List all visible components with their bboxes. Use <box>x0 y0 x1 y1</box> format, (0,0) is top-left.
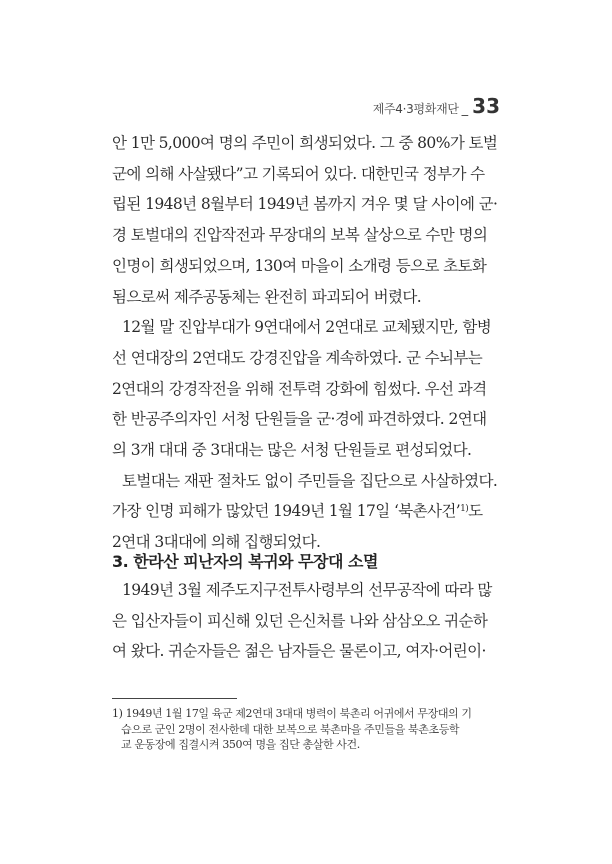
body-line: 안 1만 5,000여 명의 주민이 희생되었다. 그 중 80%가 토벌 <box>112 134 498 152</box>
footnote-reference[interactable]: 1) <box>460 504 469 515</box>
section-line: 1949년 3월 제주도지구전투사령부의 선무공작에 따라 많 <box>122 581 492 599</box>
body-text <box>112 128 504 558</box>
section-body <box>112 575 504 667</box>
body-line: 됨으로써 제주공동체는 완전히 파괴되어 버렸다. <box>112 287 422 306</box>
body-line: 2연대 3대대에 의해 집행되었다. <box>112 533 321 552</box>
footnote-line: 교 운동장에 집결시켜 350여 명을 집단 총살한 사건. <box>121 738 360 751</box>
running-head <box>373 94 500 118</box>
body-line: 12월 말 진압부대가 9연대에서 2연대로 교체됐지만, 함병 <box>122 318 492 337</box>
body-line: 선 연대장의 2연대도 강경진압을 계속하였다. 군 수뇌부는 <box>112 348 483 367</box>
body-line-text: 가장 인명 피해가 많았던 1949년 1월 17일 ‘북촌사건’ <box>112 502 461 521</box>
running-head-separator: _ <box>461 102 469 117</box>
footnote-line: 1) 1949년 1월 17일 육군 제2연대 3대대 병력이 북촌리 어귀에서 무장대의 기 <box>112 707 472 720</box>
footnote <box>112 706 504 753</box>
section-line: 여 왔다. 귀순자들은 젊은 남자들은 물론이고, 여자·어린이· <box>112 642 486 661</box>
footnote-divider <box>112 698 237 699</box>
body-line: 립된 1948년 8월부터 1949년 봄까지 겨우 몇 달 사이에 군· <box>112 195 498 214</box>
section-line: 은 입산자들이 피신해 있던 은신처를 나와 삼삼오오 귀순하 <box>112 611 488 630</box>
body-line: 인명이 희생되었으며, 130여 마을이 소개령 등으로 초토화 <box>112 256 487 275</box>
footnote-line: 습으로 군인 2명이 전사한데 대한 보복으로 북촌마을 주민들을 북촌초등학 <box>121 722 460 736</box>
page-number: 33 <box>472 94 500 118</box>
body-line: 군에 의해 사살됐다”고 기록되어 있다. 대한민국 정부가 수 <box>112 164 485 183</box>
running-head-title: 제주4·3평화재단 <box>372 102 459 116</box>
body-line: 경 토벌대의 진압작전과 무장대의 보복 살상으로 수만 명의 <box>112 226 488 245</box>
body-line-with-footnote <box>112 496 504 527</box>
body-line: 한 반공주의자인 서청 단원들을 군·경에 파견하였다. 2연대 <box>112 410 487 429</box>
body-line: 2연대의 강경작전을 위해 전투력 강화에 힘썼다. 우선 과격 <box>112 379 487 398</box>
body-line-tail: 도 <box>468 502 483 521</box>
body-line: 의 3개 대대 중 3대대는 많은 서청 단원들로 편성되었다. <box>112 441 472 460</box>
body-line: 토벌대는 재판 절차도 없이 주민들을 집단으로 사살하였다. <box>122 471 498 490</box>
section-heading: 3. 한라산 피난자의 복귀와 무장대 소멸 <box>112 552 378 571</box>
